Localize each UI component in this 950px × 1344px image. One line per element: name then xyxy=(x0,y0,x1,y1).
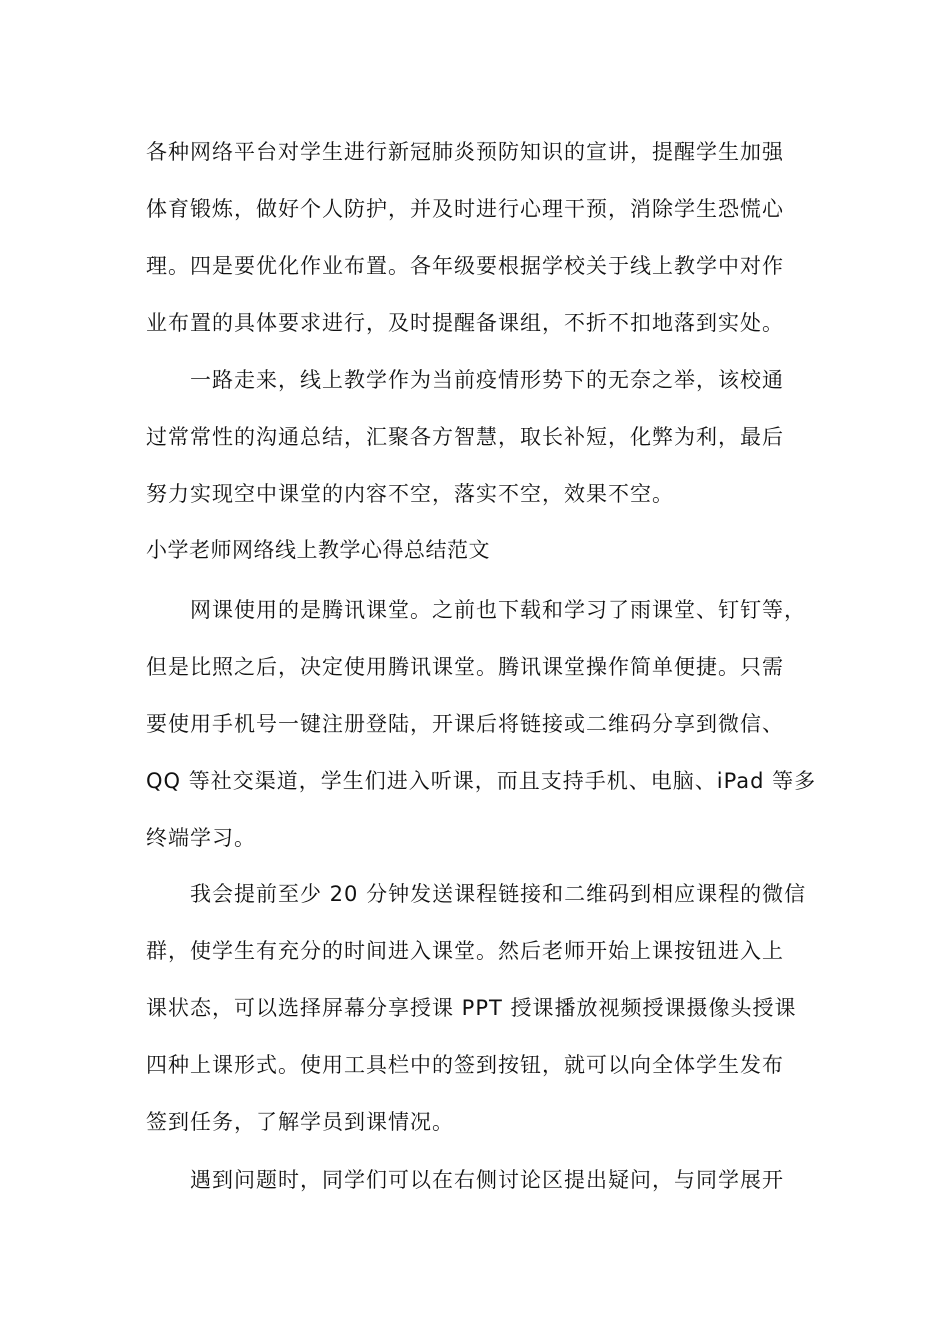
paragraph-line: 但是比照之后，决定使用腾讯课堂。腾讯课堂操作简单便捷。只需 xyxy=(146,655,784,679)
paragraph-line: 群，使学生有充分的时间进入课堂。然后老师开始上课按钮进入上 xyxy=(146,939,784,963)
paragraph-line: QQ 等社交渠道，学生们进入听课，而且支持手机、电脑、iPad 等多 xyxy=(146,769,817,793)
paragraph-line: 我会提前至少 20 分钟发送课程链接和二维码到相应课程的微信 xyxy=(190,882,807,906)
paragraph-line: 努力实现空中课堂的内容不空，落实不空，效果不空。 xyxy=(146,482,674,506)
paragraph-1 xyxy=(146,124,826,352)
paragraph-line: 一路走来，线上教学作为当前疫情形势下的无奈之举，该校通 xyxy=(190,368,784,392)
paragraph-line: 业布置的具体要求进行，及时提醒备课组，不折不扣地落到实处。 xyxy=(146,311,784,335)
paragraph-4 xyxy=(146,866,826,1151)
paragraph-line: 课状态，可以选择屏幕分享授课 PPT 授课播放视频授课摄像头授课 xyxy=(146,996,797,1020)
paragraph-line: 要使用手机号一键注册登陆，开课后将链接或二维码分享到微信、 xyxy=(146,712,784,736)
paragraph-3 xyxy=(146,582,826,867)
heading-text: 小学老师网络线上教学心得总结范文 xyxy=(146,538,490,562)
paragraph-line: 网课使用的是腾讯课堂。之前也下载和学习了雨课堂、钉钉等， xyxy=(190,598,806,622)
paragraph-line: 体育锻炼，做好个人防护，并及时进行心理干预，消除学生恐慌心 xyxy=(146,197,784,221)
paragraph-line: 终端学习。 xyxy=(146,826,256,850)
paragraph-2 xyxy=(146,352,826,523)
paragraph-line: 签到任务，了解学员到课情况。 xyxy=(146,1110,454,1134)
paragraph-line: 四种上课形式。使用工具栏中的签到按钮，就可以向全体学生发布 xyxy=(146,1053,784,1077)
section-heading xyxy=(146,522,826,579)
paragraph-line: 理。四是要优化作业布置。各年级要根据学校关于线上教学中对作 xyxy=(146,254,784,278)
paragraph-5 xyxy=(146,1152,826,1209)
paragraph-line: 过常常性的沟通总结，汇聚各方智慧，取长补短，化弊为利，最后 xyxy=(146,425,784,449)
paragraph-line: 各种网络平台对学生进行新冠肺炎预防知识的宣讲，提醒学生加强 xyxy=(146,140,784,164)
paragraph-line: 遇到问题时，同学们可以在右侧讨论区提出疑问，与同学展开 xyxy=(190,1168,784,1192)
